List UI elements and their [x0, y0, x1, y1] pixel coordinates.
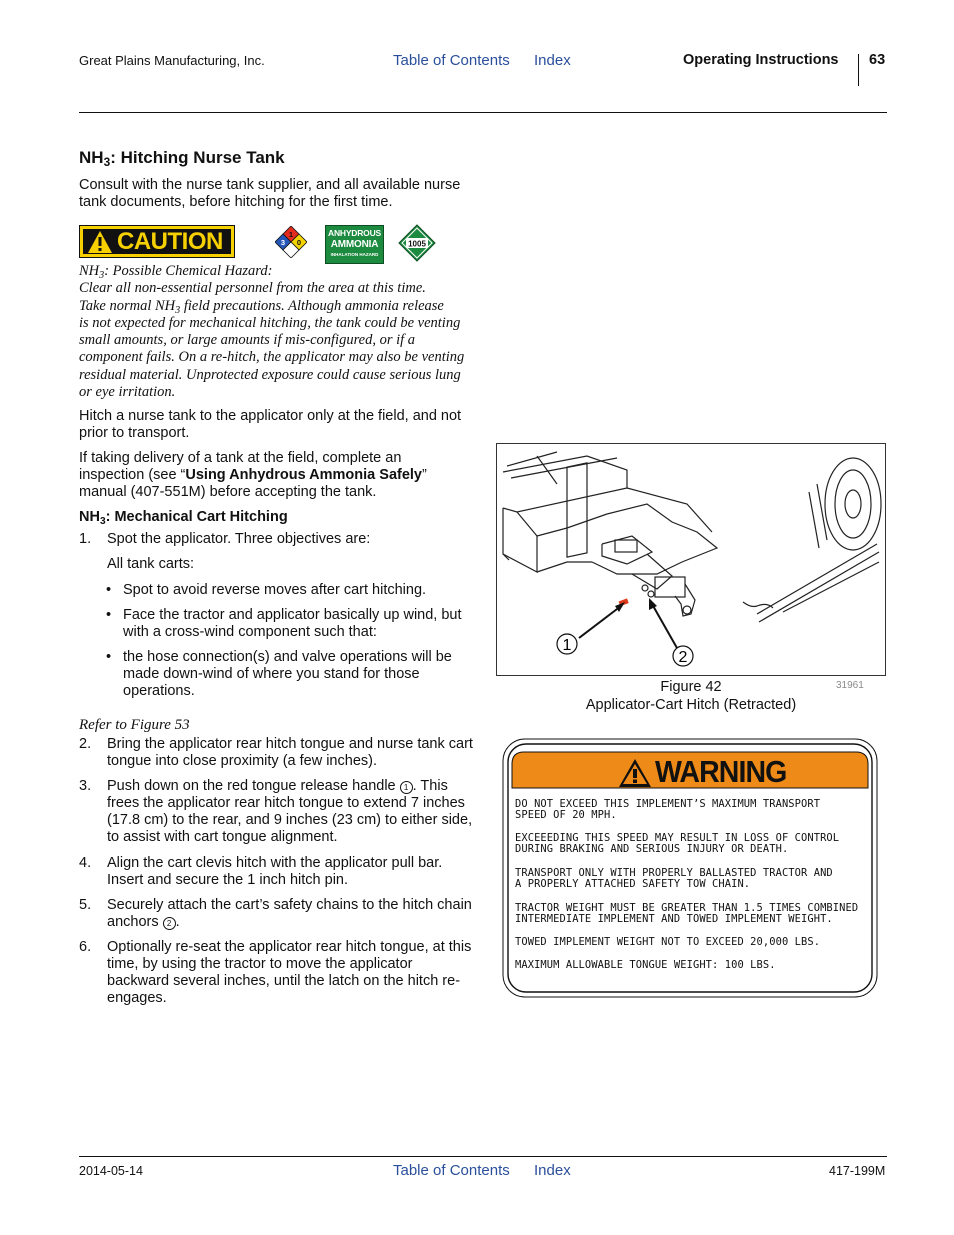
nfpa-fire: 1 — [288, 230, 294, 239]
step-5: 5. Securely attach the cart’s safety chains to the hitch chain anchors 2 . — [79, 897, 472, 930]
warning-line: DO NOT EXCEED THIS IMPLEMENT’S MAXIMUM TRANSPORT — [515, 798, 821, 810]
caution-sign — [79, 225, 235, 258]
warning-line: SPEED OF 20 MPH. — [515, 809, 617, 821]
nfpa-health: 3 — [280, 238, 286, 247]
nfpa-diamond-icon — [275, 226, 307, 258]
hazard-line2: Take normal $NH_3$ field precautions. Although ammonia release — [79, 297, 444, 316]
warning-decal — [502, 738, 878, 998]
hazard-line1: Clear all non-essential personnel from the area at this time. — [79, 280, 426, 297]
placard-line3: INHALATION HAZARD — [330, 252, 379, 257]
warning-label: WARNING — [655, 754, 787, 789]
hitch-drawing — [497, 444, 885, 675]
figure-callout-1: 1 — [562, 637, 572, 654]
header-divider — [858, 54, 859, 86]
caution-label: CAUTION — [117, 227, 223, 255]
header-rule — [79, 112, 887, 113]
warning-line: INTERMEDIATE IMPLEMENT AND TOWED IMPLEMENT WEIGHT. — [515, 913, 833, 925]
warning-line: TOWED IMPLEMENT WEIGHT NOT TO EXCEED 20,000 LBS. — [515, 936, 821, 948]
placard-line2: AMMONIA — [330, 239, 379, 250]
figure-id-number: 31961 — [836, 680, 864, 691]
un-placard-icon — [398, 224, 436, 262]
header-section-title: Operating Instructions — [683, 52, 839, 68]
intro-paragraph: Consult with the nurse tank supplier, and all available nurse tank documents, before hitching for the first time. — [79, 177, 461, 210]
warning-line: DURING BRAKING AND SERIOUS INJURY OR DEATH. — [515, 843, 789, 855]
mechanical-hitching-subhead: $NH_3$: Mechanical Cart Hitching — [79, 509, 288, 527]
figure-callout-2: 2 — [678, 649, 688, 666]
placard-line1: ANHYDROUS — [328, 228, 381, 238]
ammonia-placard — [325, 225, 384, 264]
footer-date: 2014-05-14 — [79, 1164, 143, 1178]
bullet-item: • Face the tractor and applicator basically up wind, but with a cross-wind component such that: — [106, 607, 462, 640]
footer-toc-link[interactable]: Table of Contents — [393, 1162, 510, 1179]
hazard-rest: is not expected for mechanical hitching, the tank could be venting small amounts, or large amounts if mis-configured, or if a component fails. On a re-hitch, the applicator may also be venting residual material. Unprotected exposure could cause serious lung or eye irritation. — [79, 314, 465, 401]
header-company: Great Plains Manufacturing, Inc. — [79, 53, 265, 68]
callout-2-marker: 2 — [163, 917, 176, 930]
warning-line: TRANSPORT ONLY WITH PROPERLY BALLASTED TRACTOR AND — [515, 867, 833, 879]
nfpa-reactivity: 0 — [296, 238, 302, 247]
all-tank-carts-label: All tank carts: — [107, 556, 195, 572]
hazard-title: $NH_3$: Possible Chemical Hazard: — [79, 263, 273, 281]
hazard-warning-text — [79, 263, 474, 401]
hitch-paragraph: Hitch a nurse tank to the applicator only at the field, and not prior to transport. — [79, 408, 462, 441]
warning-line: EXCEEEDING THIS SPEED MAY RESULT IN LOSS OF CONTROL — [515, 832, 840, 844]
bullet-item: • the hose connection(s) and valve operations will be made down-wind of where you stand for those operations. — [106, 649, 452, 699]
un-number: 1005 — [408, 239, 426, 249]
page-number: 63 — [869, 52, 886, 68]
warning-triangle-icon — [618, 758, 652, 788]
footer-doc-number: 417-199M — [829, 1164, 886, 1178]
bullet-item: • Spot to avoid reverse moves after cart hitching. — [106, 582, 427, 598]
figure-hitch-illustration — [496, 443, 886, 676]
footer-index-link[interactable]: Index — [534, 1162, 571, 1179]
step-1: 1. Spot the applicator. Three objectives are: — [79, 531, 371, 547]
alert-triangle-icon — [87, 230, 113, 254]
warning-line: A PROPERLY ATTACHED SAFETY TOW CHAIN. — [515, 878, 751, 890]
page-title: $NH_3$: Hitching Nurse Tank — [79, 148, 285, 169]
step-4: 4. Align the cart clevis hitch with the applicator pull bar. Insert and secure the 1 inch hitch pin. — [79, 855, 443, 888]
warning-line: MAXIMUM ALLOWABLE TONGUE WEIGHT: 100 LBS. — [515, 959, 776, 971]
header-index-link[interactable]: Index — [534, 52, 571, 69]
header-toc-link[interactable]: Table of Contents — [393, 52, 510, 69]
figure-reference: Refer to Figure 53 — [79, 717, 190, 733]
delivery-paragraph: If taking delivery of a tank at the field, complete an inspection (see “Using Anhydrous Ammonia Safely” manual (407-551M) before accepting the tank. — [79, 450, 427, 500]
step-2: 2. Bring the applicator rear hitch tongue and nurse tank cart tongue into close proximity (a few inches). — [79, 736, 473, 769]
figure-caption: Figure 42 Applicator-Cart Hitch (Retracted) — [585, 679, 797, 713]
step-3: 3. Push down on the red tongue release handle 1 . This frees the applicator rear hitch tongue to extend 7 inches (17.8 cm) to the rear, and 9 inches (23 cm) to either side, to assist with cart tongue alignment. — [79, 778, 473, 845]
footer-rule — [79, 1156, 887, 1157]
callout-1-marker: 1 — [400, 781, 413, 794]
step-6: 6. Optionally re-seat the applicator rear hitch tongue, at this time, by using the tractor to move the applicator backward several inches, until the latch on the hitch re-engages. — [79, 939, 472, 1006]
warning-line: TRACTOR WEIGHT MUST BE GREATER THAN 1.5 TIMES COMBINED — [515, 902, 859, 914]
